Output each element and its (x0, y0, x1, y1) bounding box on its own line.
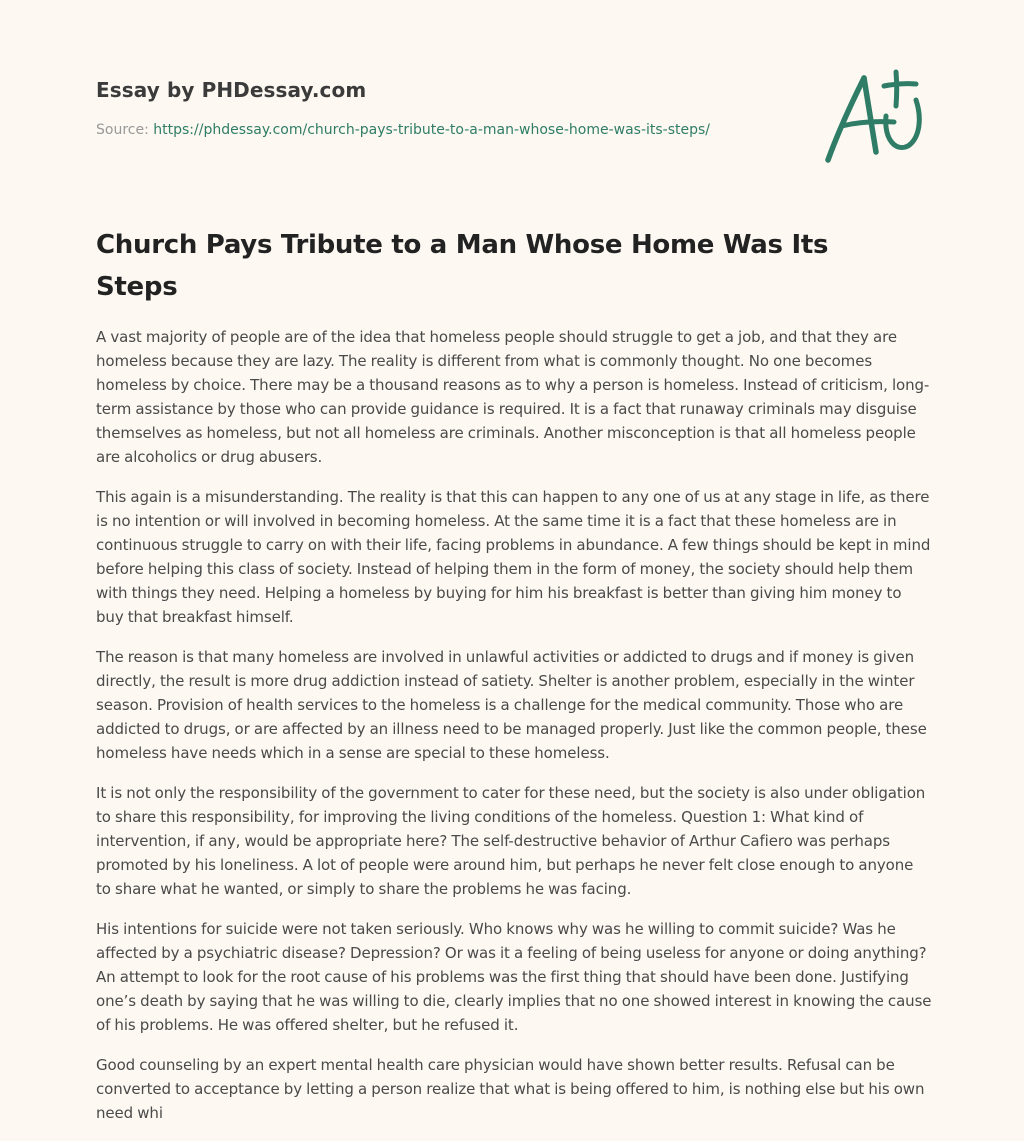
article-paragraph: This again is a misunderstanding. The reality is that this can happen to any one of us at any stage in life, as there is no intention or will involved in becoming homeless. At the same time it is a fact that these homeless are in continuous struggle to carry on with their life, facing problems in abundance. A few things should be kept in mind before helping this class of society. Instead of helping them in the form of money, the society should help them with things they need. Helping a homeless by buying for him his breakfast is better than giving him money to buy that breakfast himself. (96, 488, 931, 626)
article-paragraph: It is not only the responsibility of the government to cater for these need, but the society is also under obligation to share this responsibility, for improving the living conditions of the homeless. Question 1: What kind of intervention, if any, would be appropriate here? The self-destructive behavior of Arthur Cafiero was perhaps promoted by his loneliness. A lot of people were around him, but perhaps he never felt close enough to anyone to share what he wanted, or simply to share the problems he was facing. (96, 784, 926, 898)
article-paragraph: A vast majority of people are of the idea that homeless people should struggle to get a job, and that they are homeless because they are lazy. The reality is different from what is commonly thought. No one becomes homeless by choice. There may be a thousand reasons as to why a person is homeless. Instead of criticism, long-term assistance by those who can provide guidance is required. It is a fact that runaway criminals may disguise themselves as homeless, but not all homeless are criminals. Another misconception is that all homeless people are alcoholics or drug abusers. (96, 328, 930, 466)
article-paragraph: His intentions for suicide were not taken seriously. Who knows why was he willing to commit suicide? Was he affected by a psychiatric disease? Depression? Or was it a feeling of being useless for anyone or doing anything? An attempt to look for the root cause of his problems was the first thing that should have been done. Justifying one’s death by saying that he was willing to die, clearly implies that no one showed interest in knowing the cause of his problems. He was offered shelter, but he refused it. (96, 920, 932, 1034)
page-header (96, 76, 796, 139)
article-paragraph: The reason is that many homeless are involved in unlawful activities or addicted to drugs and if money is given directly, the result is more drug addiction instead of satiety. Shelter is another problem, especially in the winter season. Provision of health services to the homeless is a challenge for the medical community. Those who are addicted to drugs, or are affected by an illness need to be managed properly. Just like the common people, these homeless have needs which in a sense are special to these homeless. (96, 648, 927, 762)
source-label: Source: (96, 122, 149, 138)
article-paragraph: Good counseling by an expert mental health care physician would have shown better results. Refusal can be converted to acceptance by letting a person realize that what is being offered to him, is nothing else but his own need whi (96, 1056, 925, 1122)
source-line (96, 121, 796, 139)
source-link[interactable]: https://phdessay.com/church-pays-tribute-to-a-man-whose-home-was-its-steps/ (153, 122, 711, 138)
article-body (96, 325, 932, 1141)
a-plus-logo-icon (820, 66, 930, 166)
site-brand: Essay by PHDessay.com (96, 78, 367, 102)
article-title: Church Pays Tribute to a Man Whose Home Was Its Steps (96, 230, 829, 302)
